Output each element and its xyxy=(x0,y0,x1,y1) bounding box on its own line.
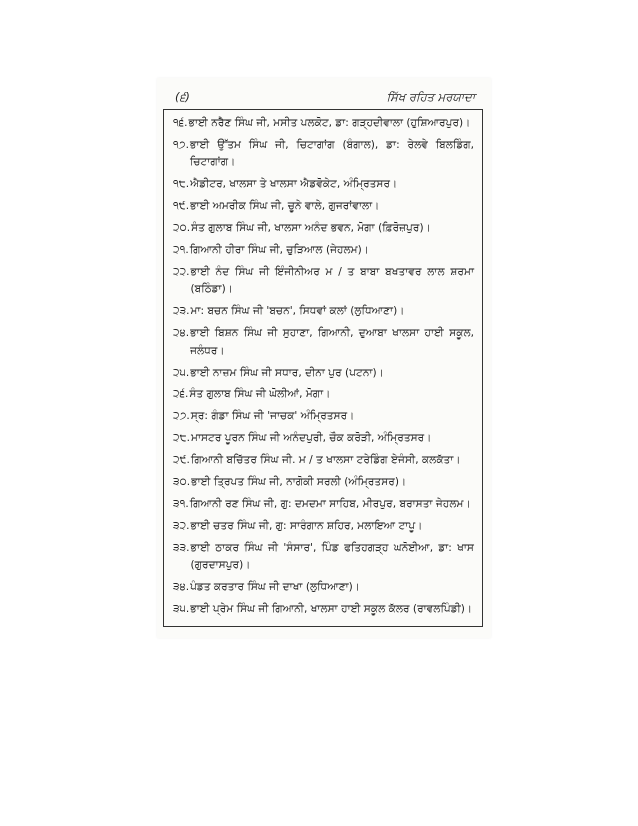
entry-text: ਭਾਈ ਠਾਕਰ ਸਿੰਘ ਜੀ 'ਸੰਸਾਰ', ਪਿੰਡ ਫਤਿਹਗੜ੍ਹ ਘਨੋਈਆ, ਡਾ: ਖਾਸ (ਗੁਰਦਾਸਪੁਰ)। xyxy=(190,541,474,572)
entry-text: ਸੰਤ ਗੁਲਾਬ ਸਿੰਘ ਜੀ, ਖਾਲਸਾ ਅਨੰਦ ਭਵਨ, ਮੋਗਾ (ਫ਼ਿਰੋਜ਼ਪੁਰ)। xyxy=(191,222,431,235)
entry-text: ਸੰਤ ਗੁਲਾਬ ਸਿੰਘ ਜੀ ਘੋਲੀਆਂ, ਮੋਗਾ। xyxy=(189,388,331,401)
content-frame xyxy=(163,109,483,627)
entry-text: ਭਾਈ ਅਮਰੀਕ ਸਿੰਘ ਜੀ, ਚੂਨੇ ਵਾਲੇ, ਗੁਜਰਾਂਵਾਲਾ। xyxy=(190,200,380,213)
list-entry xyxy=(173,198,474,216)
entry-number: ੨੦. xyxy=(173,222,191,235)
entry-text: ਗਿਆਨੀ ਰਣ ਸਿੰਘ ਜੀ, ਗੁ: ਦਮਦਮਾ ਸਾਹਿਬ, ਮੀਰਪੁਰ, ਬਰਾਸਤਾ ਜੇਹਲਮ। xyxy=(189,497,471,510)
entry-number: ੨੨. xyxy=(173,265,190,278)
entry-number: ੧੯. xyxy=(173,200,190,213)
running-title: ਸਿੱਖ ਰਹਿਤ ਮਰਯਾਦਾ xyxy=(386,90,475,104)
entry-text: ਭਾਈ ਚਤਰ ਸਿੰਘ ਜੀ, ਗੁ: ਸਾਰੰਗਾਨ ਸ਼ਹਿਰ, ਮਲਾਇਆ ਟਾਪੂ। xyxy=(190,519,423,532)
list-entry xyxy=(173,220,474,238)
entry-text: ਭਾਈ ਬਿਸ਼ਨ ਸਿੰਘ ਜੀ ਸੁਹਾਣਾ, ਗਿਆਨੀ, ਦੁਆਬਾ ਖਾਲਸਾ ਹਾਈ ਸਕੂਲ, ਜਲੰਧਰ। xyxy=(190,327,474,357)
entry-number: ੨੯. xyxy=(173,454,190,467)
list-entry xyxy=(173,137,474,172)
list-entry xyxy=(173,579,474,597)
entry-text: ਸ੍ਰ: ਗੰਡਾ ਸਿੰਘ ਜੀ 'ਜਾਚਕ' ਅੰਮ੍ਰਿਤਸਰ। xyxy=(190,410,355,423)
entry-number: ੧੬. xyxy=(173,117,188,129)
entry-list xyxy=(164,110,482,618)
list-entry xyxy=(173,264,474,299)
entry-number: ੨੮. xyxy=(173,432,190,445)
list-entry xyxy=(173,303,474,321)
list-entry xyxy=(173,601,474,619)
entry-number: ੧੭. xyxy=(173,138,189,151)
list-entry xyxy=(173,430,474,448)
list-entry xyxy=(173,408,474,426)
entry-text: ਮਾਸਟਰ ਪੂਰਨ ਸਿੰਘ ਜੀ ਅਨੰਦਪੁਰੀ, ਚੌਕ ਕਰੋੜੀ, ਅੰਮ੍ਰਿਤਸਰ। xyxy=(190,432,432,445)
entry-text: ਪੰਡਤ ਕਰਤਾਰ ਸਿੰਘ ਜੀ ਦਾਖਾ (ਲੁਧਿਆਣਾ)। xyxy=(190,581,360,594)
entry-number: ੨੩. xyxy=(173,305,190,318)
entry-text: ਭਾਈ ਨਰੈਣ ਸਿੰਘ ਜੀ, ਮਸੀਤ ਪਲਕੋਟ, ਡਾ: ਗੜ੍ਹਦੀਵਾਲਾ (ਹੁਸ਼ਿਆਰਪੁਰ)। xyxy=(188,117,471,129)
list-entry xyxy=(173,176,474,194)
entry-text: ਭਾਈ ਨੰਦ ਸਿੰਘ ਜੀ ਇੰਜੀਨੀਅਰ ਮ / ਤ ਬਾਬਾ ਬਖਤਾਵਰ ਲਾਲ ਸ਼ਰਮਾ (ਬਠਿੰਡਾ)। xyxy=(190,265,474,296)
entry-text: ਭਾਈ ਪ੍ਰੇਮ ਸਿੰਘ ਜੀ ਗਿਆਨੀ, ਖਾਲਸਾ ਹਾਈ ਸਕੂਲ ਕੱਲਰ (ਰਾਵਲਪਿੰਡੀ)। xyxy=(190,602,473,615)
entry-number: ੨੫. xyxy=(173,366,190,379)
entry-number: ੩੧. xyxy=(173,497,189,510)
entry-number: ੨੭. xyxy=(173,410,190,423)
entry-text: ਭਾਈ ਉੱਤਮ ਸਿੰਘ ਜੀ, ਚਿਟਾਗਾਂਗ (ਬੰਗਾਲ), ਡਾ: ਰੇਲਵੇ ਬਿਲਡਿੰਗ, ਚਿਟਾਗਾਂਗ। xyxy=(189,138,474,169)
list-entry xyxy=(173,518,474,536)
entry-number: ੩੩. xyxy=(173,541,190,554)
entry-number: ੨੧. xyxy=(173,243,189,256)
list-entry xyxy=(173,474,474,492)
entry-text: ਮਾ: ਬਚਨ ਸਿੰਘ ਜੀ 'ਬਚਨ', ਸਿਧਵਾਂ ਕਲਾਂ (ਲੁਧਿਆਣਾ)। xyxy=(190,305,405,318)
page-number: (੬) xyxy=(175,90,190,104)
entry-number: ੨੬. xyxy=(173,388,189,401)
entry-number: ੩੦. xyxy=(173,475,191,488)
list-entry xyxy=(173,242,474,260)
entry-number: ੩੨. xyxy=(173,519,190,532)
book-page xyxy=(157,78,491,638)
list-entry xyxy=(173,325,474,360)
page-header xyxy=(171,88,477,106)
entry-number: ੨੪. xyxy=(173,327,190,340)
list-entry xyxy=(173,496,474,514)
entry-number: ੩੪. xyxy=(173,581,190,594)
entry-number: ੧੮. xyxy=(173,178,190,191)
list-entry xyxy=(173,386,474,404)
entry-text: ਗਿਆਨੀ ਬਚਿੱਤਰ ਸਿੰਘ ਜੀ. ਮ / ਤ ਖਾਲਸਾ ਟਰੇਡਿੰਗ ਏਜੰਸੀ, ਕਲਕੱਤਾ। xyxy=(190,454,461,467)
entry-text: ਭਾਈ ਨਾਜ਼ਮ ਸਿੰਘ ਜੀ ਸਧਾਰ, ਦੀਨਾ ਪੁਰ (ਪਟਨਾ)। xyxy=(190,366,384,379)
list-entry xyxy=(173,540,474,575)
entry-text: ਗਿਆਨੀ ਹੀਰਾ ਸਿੰਘ ਜੀ, ਚੁੜਿਆਲ (ਜੇਹਲਮ)। xyxy=(189,243,369,256)
list-entry xyxy=(173,115,474,133)
entry-number: ੩੫. xyxy=(173,602,190,615)
entry-text: ਐਡੀਟਰ, ਖਾਲਸਾ ਤੇ ਖਾਲਸਾ ਐਡਵੋਕੇਟ, ਅੰਮ੍ਰਿਤਸਰ। xyxy=(190,178,398,191)
list-entry xyxy=(173,365,474,383)
list-entry xyxy=(173,452,474,470)
entry-text: ਭਾਈ ਤ੍ਰਿਪਤ ਸਿੰਘ ਜੀ, ਨਾਗੋਕੀ ਸਰਲੀ (ਅੰਮ੍ਰਿਤਸਰ)। xyxy=(191,475,407,488)
